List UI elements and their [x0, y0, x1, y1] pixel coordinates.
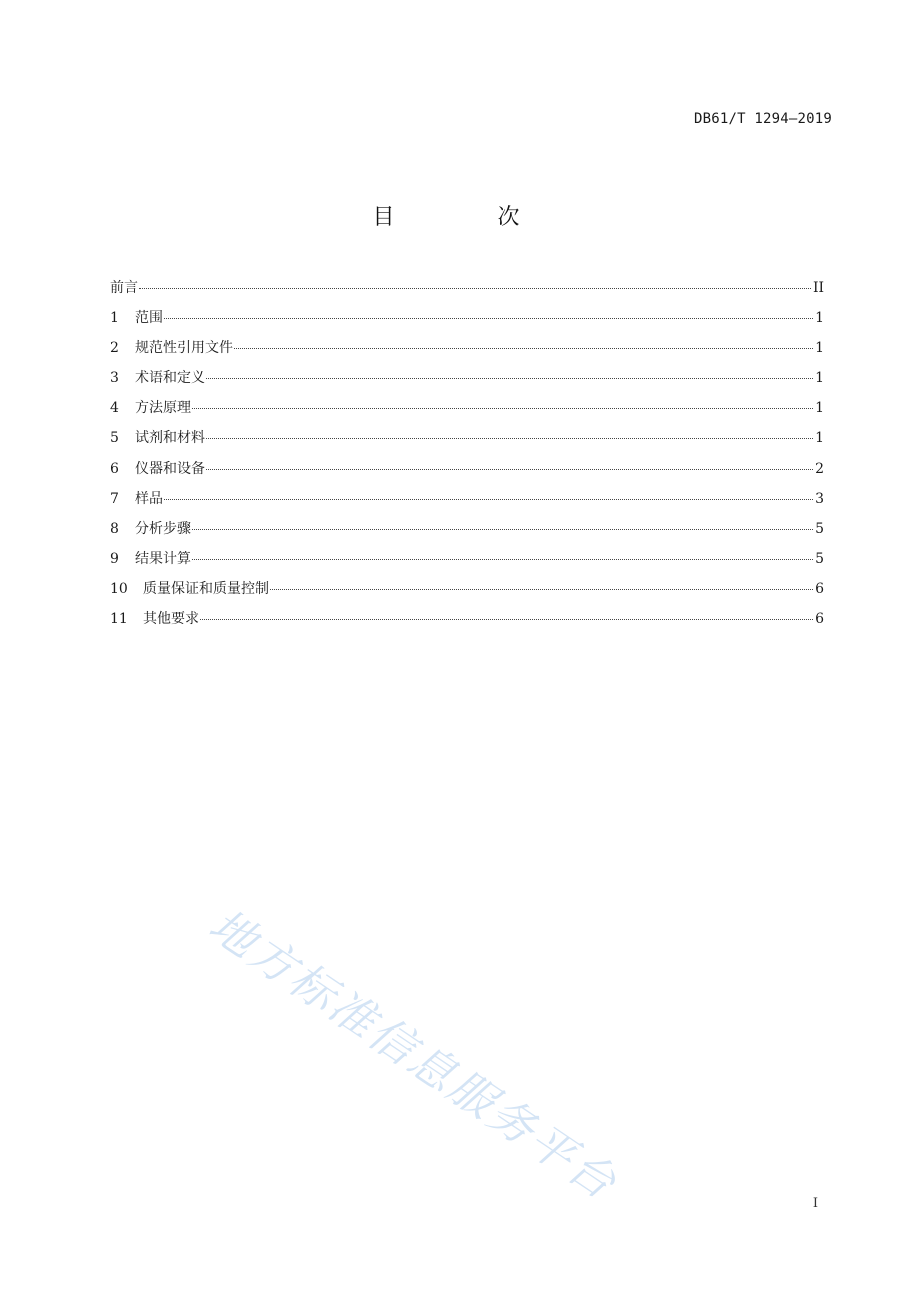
toc-entry-page: 2: [815, 460, 824, 477]
toc-entry-label: 结果计算: [135, 550, 191, 567]
toc-entry-number: 8: [110, 520, 119, 537]
toc-entry-7[interactable]: [110, 489, 824, 519]
toc-entry-number: 10: [110, 580, 128, 597]
dot-leader: [192, 408, 813, 409]
toc-entry-label: 方法原理: [135, 400, 191, 417]
toc-entry-number: 4: [110, 400, 119, 417]
toc-entry-1[interactable]: [110, 308, 824, 338]
toc-entry-11[interactable]: [110, 609, 824, 639]
page-number: I: [812, 1196, 818, 1211]
watermark: 地方标准信息服务平台: [199, 898, 628, 1211]
toc-entry-label: 仪器和设备: [135, 460, 205, 477]
dot-leader: [206, 378, 813, 379]
toc-entry-label: 范围: [135, 310, 163, 327]
toc-entry-number: 5: [110, 430, 119, 447]
toc-entry-5[interactable]: [110, 428, 824, 458]
toc-entry-page: 1: [815, 310, 824, 327]
toc-entry-page: 6: [815, 611, 824, 628]
toc-entry-foreword[interactable]: [110, 278, 824, 308]
toc-entry-label: 其他要求: [143, 611, 199, 628]
toc-entry-page: 5: [815, 520, 824, 537]
toc-entry-10[interactable]: [110, 579, 824, 609]
toc-entry-page: 1: [815, 430, 824, 447]
toc-entry-6[interactable]: [110, 459, 824, 489]
toc-entry-number: 1: [110, 310, 119, 327]
toc-entry-page: II: [812, 280, 824, 296]
toc-entry-label: 样品: [135, 490, 163, 507]
dot-leader: [270, 589, 813, 590]
toc-entry-label: 术语和定义: [135, 370, 205, 387]
dot-leader: [206, 438, 813, 439]
toc-entry-page: 5: [815, 550, 824, 567]
toc-entry-9[interactable]: [110, 549, 824, 579]
toc-entry-page: 1: [815, 340, 824, 357]
dot-leader: [139, 288, 811, 289]
toc-entry-number: 6: [110, 460, 119, 477]
toc-entry-number: 11: [110, 611, 128, 628]
toc-entry-page: 6: [815, 580, 824, 597]
dot-leader: [164, 318, 813, 319]
toc-title: 目 次: [372, 205, 568, 230]
dot-leader: [192, 529, 813, 530]
toc-entry-label: 试剂和材料: [135, 430, 205, 447]
toc-entry-page: 3: [815, 490, 824, 507]
toc-entry-number: 9: [110, 550, 119, 567]
toc-entry-label: 分析步骤: [135, 520, 191, 537]
toc-entry-8[interactable]: [110, 519, 824, 549]
dot-leader: [200, 619, 813, 620]
toc-entry-number: 7: [110, 490, 119, 507]
dot-leader: [234, 348, 813, 349]
toc-entry-4[interactable]: [110, 398, 824, 428]
toc-entry-number: 3: [110, 370, 119, 387]
dot-leader: [206, 469, 813, 470]
dot-leader: [192, 559, 813, 560]
toc-entry-3[interactable]: [110, 368, 824, 398]
dot-leader: [164, 499, 813, 500]
toc-entry-number: 2: [110, 340, 119, 357]
toc-entry-label: 规范性引用文件: [135, 340, 233, 357]
toc-entry-label: 前言: [110, 280, 138, 296]
document-code: DB61/T 1294—2019: [693, 111, 832, 127]
table-of-contents: [110, 278, 824, 639]
toc-entry-2[interactable]: [110, 338, 824, 368]
toc-entry-page: 1: [815, 400, 824, 417]
toc-entry-label: 质量保证和质量控制: [143, 580, 269, 597]
toc-entry-page: 1: [815, 370, 824, 387]
